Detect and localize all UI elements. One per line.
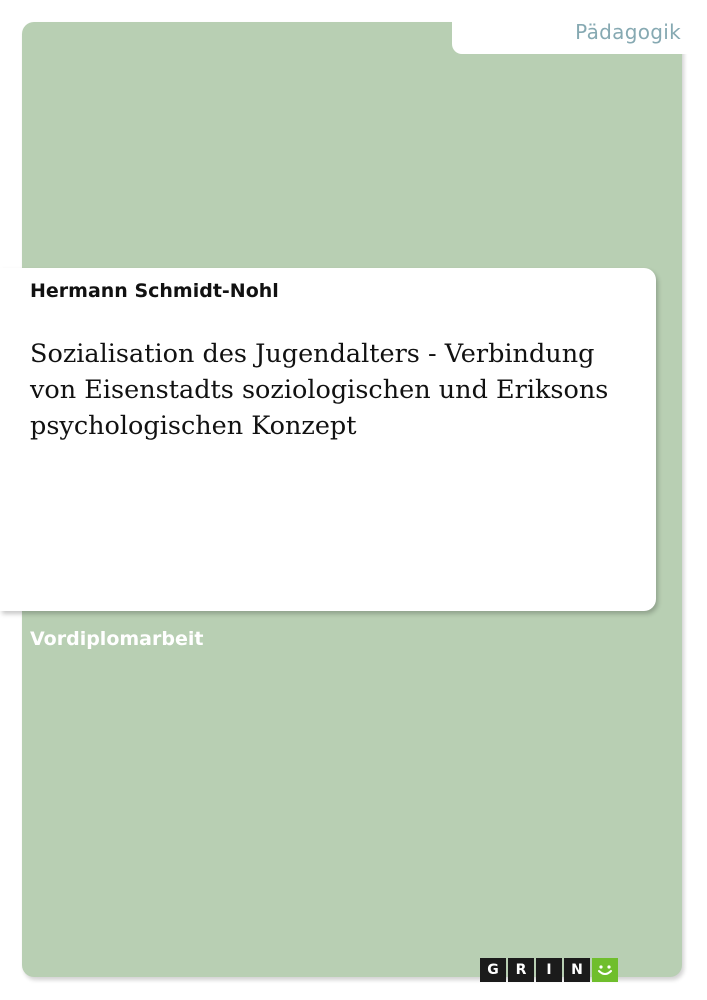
category-label: Pädagogik: [575, 20, 681, 44]
logo-letter-r: R: [508, 958, 534, 982]
smile-icon: [592, 958, 618, 982]
genre-label: Vordiplomarbeit: [30, 628, 204, 650]
logo-letter-i: I: [536, 958, 562, 982]
publisher-logo: [480, 958, 618, 982]
author-name: Hermann Schmidt-Nohl: [30, 280, 279, 302]
logo-letter-n: N: [564, 958, 590, 982]
book-title: Sozialisation des Jugendalters - Verbindung von Eisenstadts soziologischen und Eriksons psychologischen Konzept: [30, 339, 609, 441]
logo-letter-g: G: [480, 958, 506, 982]
